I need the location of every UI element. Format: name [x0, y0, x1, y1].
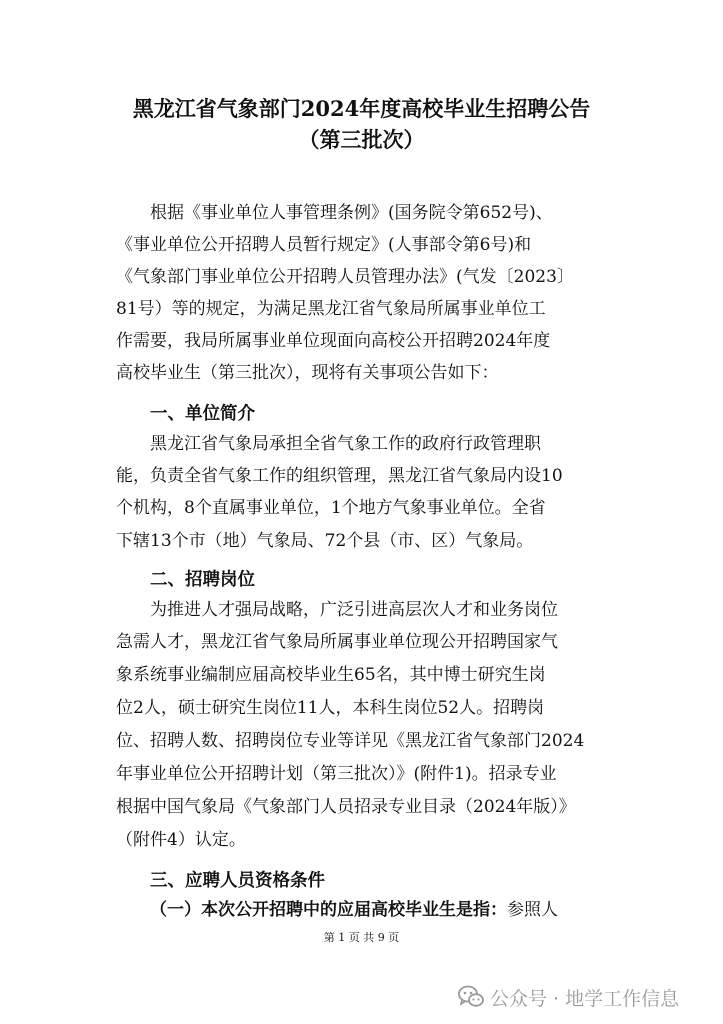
page-number: 第 1 页 共 9 页 — [323, 931, 400, 944]
section2-line: 位2人，硕士研究生岗位11人，本科生岗位52人。招聘岗 — [116, 698, 545, 718]
section2-line: 年事业单位公开招聘计划（第三批次）》(附件1)。招录专业 — [116, 764, 557, 784]
document-title: 黑龙江省气象部门2024年度高校毕业生招聘公告 — [132, 96, 591, 121]
section2-line: 根据中国气象局《气象部门人员招录专业目录（2024年版）》 — [116, 797, 576, 817]
section-heading-unit-intro: 一、单位简介 — [150, 404, 255, 424]
intro-line: 《事业单位公开招聘人员暂行规定》(人事部令第6号)和 — [116, 235, 532, 255]
section2-line: 位、招聘人数、招聘岗位专业等详见《黑龙江省气象部门2024 — [116, 731, 585, 751]
section3-subheading-rest: 参照人 — [507, 900, 558, 920]
section1-line: 个机构，8个直属事业单位，1个地方气象事业单位。全省 — [116, 498, 546, 518]
intro-line: 根据《事业单位人事管理条例》(国务院令第652号)、 — [150, 203, 553, 223]
watermark-text: 公众号 · 地学工作信息 — [490, 987, 680, 1010]
section2-line: 为推进人才强局战略，广泛引进高层次人才和业务岗位 — [150, 600, 558, 620]
section-heading-positions: 二、招聘岗位 — [150, 570, 255, 590]
wechat-icon — [458, 985, 484, 1009]
section-heading-qualifications: 三、应聘人员资格条件 — [150, 871, 325, 891]
document-subtitle: （第三批次） — [298, 127, 425, 152]
section1-line: 能，负责全省气象工作的组织管理，黑龙江省气象局内设10 — [116, 466, 563, 486]
section2-line: （附件4）认定。 — [116, 830, 246, 850]
section3-subheading-bold: （一）本次公开招聘中的应届高校毕业生是指： — [150, 900, 507, 920]
intro-line: 作需要，我局所属事业单位现面向高校公开招聘2024年度 — [116, 331, 551, 351]
watermark — [458, 984, 679, 1010]
section1-line: 下辖13个市（地）气象局、72个县（市、区）气象局。 — [116, 531, 534, 551]
intro-line: 81号）等的规定，为满足黑龙江省气象局所属事业单位工 — [116, 299, 546, 319]
section1-line: 黑龙江省气象局承担全省气象工作的政府行政管理职 — [150, 434, 541, 454]
intro-line: 高校毕业生（第三批次），现将有关事项公告如下： — [116, 363, 499, 383]
section2-line: 急需人才，黑龙江省气象局所属事业单位现公开招聘国家气 — [116, 632, 558, 652]
intro-line: 《气象部门事业单位公开招聘人员管理办法》(气发〔2023〕 — [116, 267, 574, 287]
section3-subheading — [150, 899, 558, 921]
section2-line: 象系统事业编制应届高校毕业生65名，其中博士研究生岗 — [116, 665, 546, 685]
